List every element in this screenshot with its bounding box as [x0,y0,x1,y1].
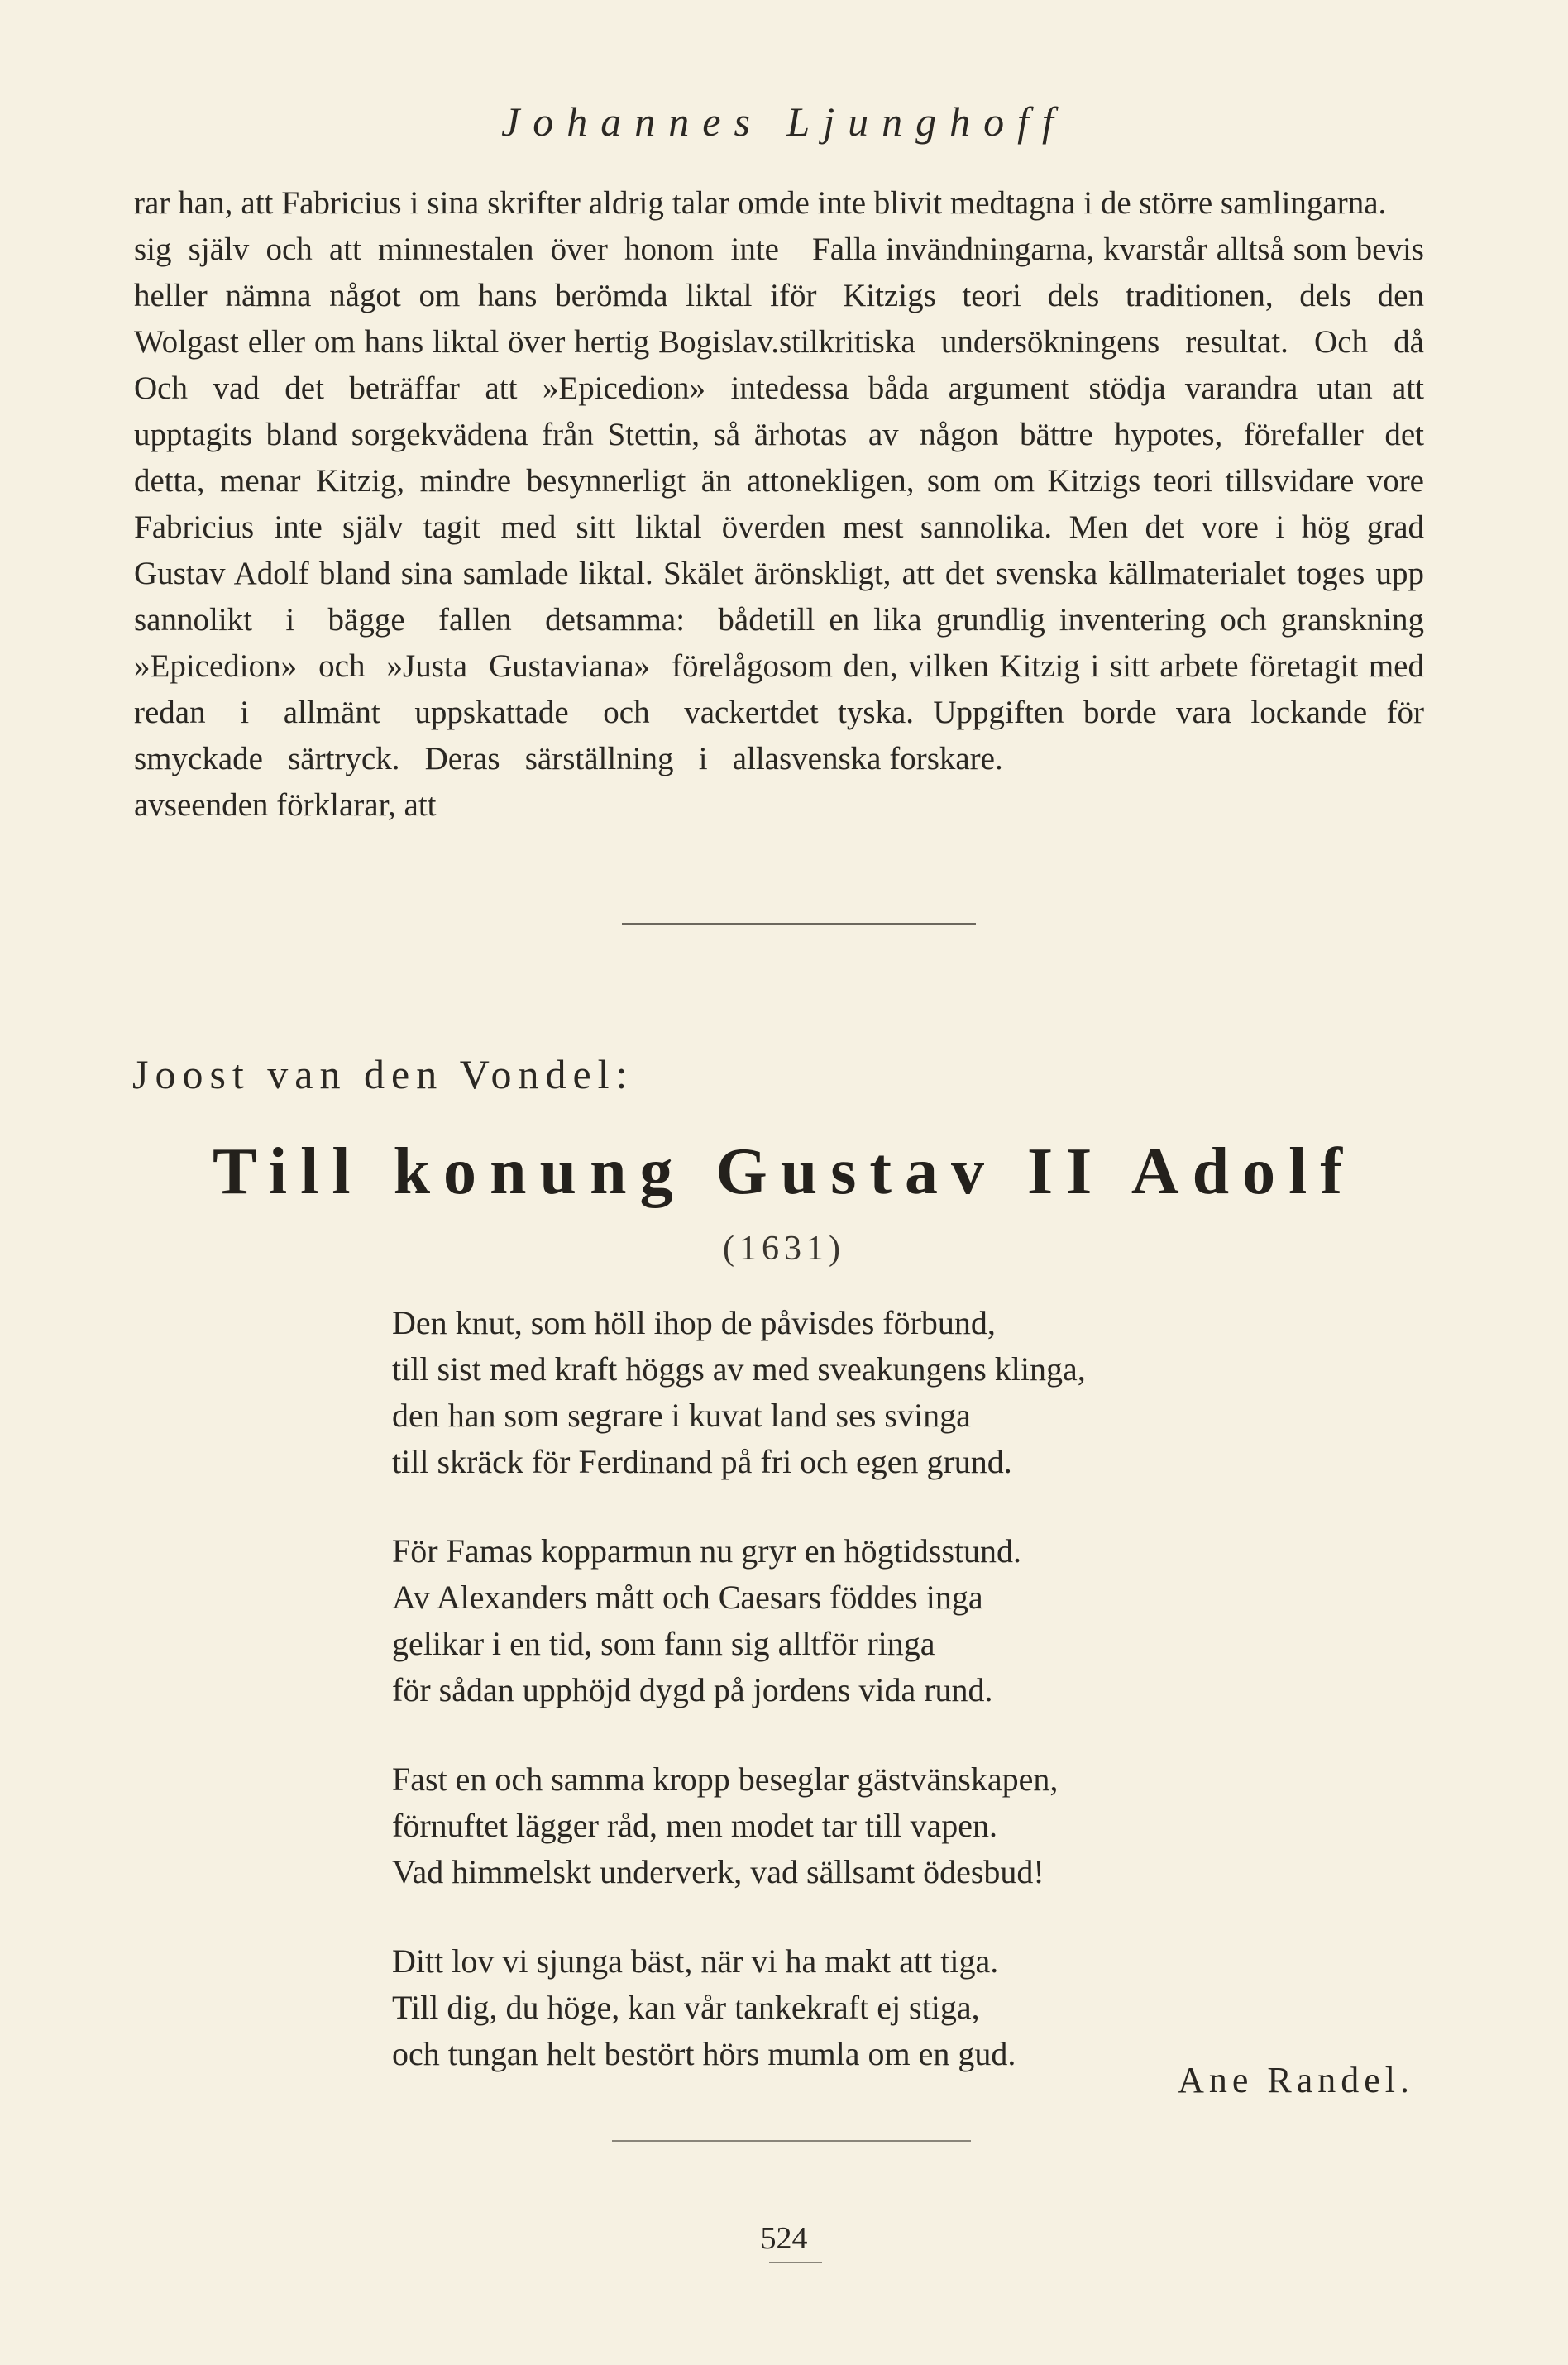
paragraph: rar han, att Fabricius i sina skrifter aldrig talar om sig själv och att minnestalen över honom inte heller nämna något om hans berömda liktal i Wolgast eller om hans liktal över hertig Bogislav. Och vad det beträffar att »Epicedion» inte upptagits bland sorgekvädena från Stettin, så är detta, menar Kitzig, mindre besynnerligt än att Fabricius inte själv tagit med sitt liktal över Gustav Adolf bland sina samlade liktal. Skälet är sannolikt i bägge fallen detsamma: både »Epicedion» och »Justa Gustaviana» förelågo redan i allmänt uppskattade och vackert smyckade särtryck. Deras särställning i alla avseenden förklarar, att [134,185,779,823]
poem-author: Joost van den Vondel: [132,1051,634,1097]
poem-title: Till konung Gustav II Adolf [212,1135,1356,1208]
stanza [392,1756,1219,1895]
poem-line: för sådan upphöjd dygd på jordens vida rund. [392,1671,993,1708]
poem-line: Fast en och samma kropp beseglar gästvänskapen, [392,1761,1059,1798]
right-column [779,180,1424,829]
poem-line: Den knut, som höll ihop de påvisdes förbund, [392,1304,996,1341]
stanza [392,1938,1219,2077]
page-number: 524 [760,2221,808,2256]
stanza [392,1300,1219,1485]
section-divider [622,923,976,924]
translator-signature: Ane Randel. [1178,2060,1414,2100]
poem-line: Ditt lov vi sjunga bäst, när vi ha makt att tiga. [392,1942,999,1980]
paragraph: de inte blivit medtagna i de större samlingarna. [779,185,1387,221]
footer-divider [612,2140,971,2142]
two-column-text [134,180,1424,829]
running-head: Johannes Ljunghoff [501,98,1067,145]
poem-line: förnuftet lägger råd, men modet tar till vapen. [392,1807,997,1844]
page-number-rule [769,2262,822,2263]
paragraph: Falla invändningarna, kvarstår alltså som bevis för Kitzigs teori dels traditionen, dels den stilkritiska undersökningens resultat. Och då dessa båda argument stödja varandra utan att hotas av någon bättre hypotes, förefaller det onekligen, som om Kitzigs teori tillsvidare vore den mest sannolika. Men det vore i hög grad önskligt, att det svenska källmaterialet toges upp till en lika grundlig inventering och granskning som den, vilken Kitzig i sitt arbete företagit med det tyska. Uppgiften borde vara lockande för svenska forskare. [779,232,1424,776]
poem-line: gelikar i en tid, som fann sig alltför ringa [392,1625,935,1662]
poem-body [392,1300,1219,2120]
poem-line: För Famas kopparmun nu gryr en högtidsstund. [392,1532,1022,1570]
left-column [134,180,779,829]
poem-line: Vad himmelskt underverk, vad sällsamt ödesbud! [392,1853,1045,1890]
poem-line: till sist med kraft höggs av med sveakungens klinga, [392,1350,1086,1388]
poem-line: till skräck för Ferdinand på fri och egen grund. [392,1443,1012,1480]
poem-year: (1631) [723,1230,845,1268]
stanza [392,1528,1219,1713]
poem-line: Till dig, du höge, kan vår tankekraft ej stiga, [392,1989,980,2026]
poem-line: Av Alexanders mått och Caesars föddes inga [392,1579,983,1616]
poem-line: och tungan helt bestört hörs mumla om en gud. [392,2035,1016,2072]
poem-line: den han som segrare i kuvat land ses svinga [392,1397,971,1434]
